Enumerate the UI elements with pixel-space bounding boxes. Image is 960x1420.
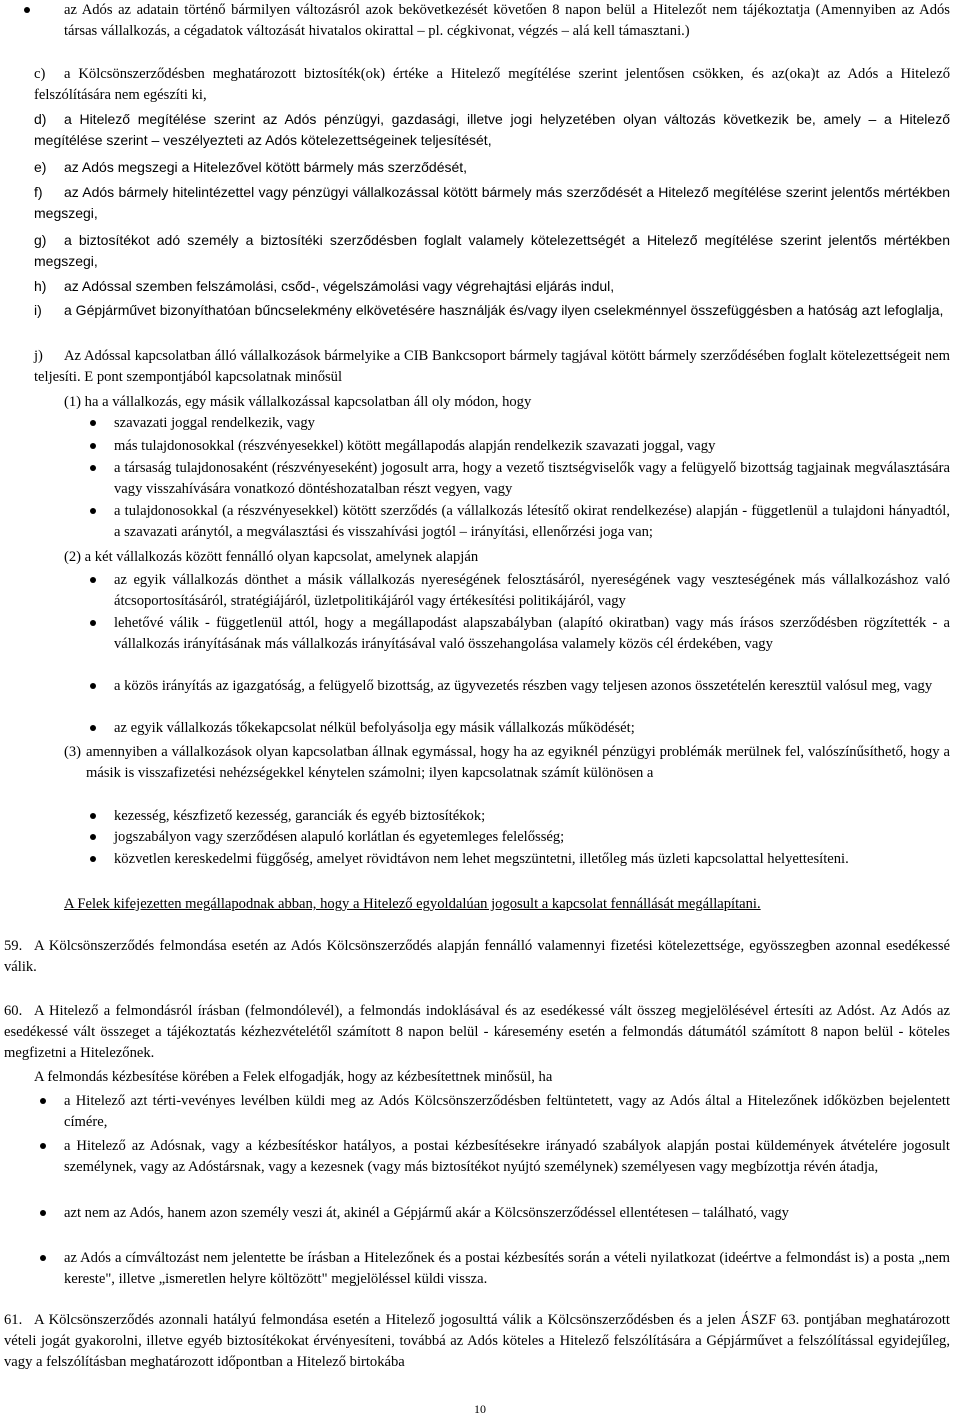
bullet-text: a Hitelező azt térti-vevényes levélben küldi meg az Adós Kölcsönszerződésben feltüntetett, vagy az Adós által a Hitelezőnek időközben bejelentett címére, [64, 1093, 950, 1130]
bullet-text: azt nem az Adós, hanem azon személy veszi át, akinél a Gépjármű akár a Kölcsönszerződéssel ellentétesen – található, vagy [64, 1205, 789, 1221]
item-text: az Adós bármely hitelintézettel vagy pénzügyi vállalkozással kötött bármely más szerződését a Hitelező megítélése szerint jelentős mértékben megszegi, [34, 184, 950, 221]
list-item-h [34, 276, 950, 297]
bullet-icon [40, 1098, 46, 1104]
sub-heading-2 [64, 547, 950, 568]
sub-heading-3 [64, 742, 950, 784]
item-text: Az Adóssal kapcsolatban álló vállalkozások bármelyike a CIB Bankcsoport bármely tagjával kötött bármely szerződésében foglalt kötelezettségeit nem teljesíti. E pont szempontjából kapcsolatnak minősül [34, 348, 950, 385]
item-label: i) [34, 302, 42, 318]
bullet-icon [90, 577, 96, 583]
section-60-intro [34, 1067, 950, 1088]
sub-heading-text: (1) ha a vállalkozás, egy másik vállalkozással kapcsolatban áll oly módon, hogy [64, 394, 532, 410]
section-number: 59. [4, 938, 23, 954]
bullet-text: az Adós a címváltozást nem jelentette be írásban a Hitelezőnek és a postai kézbesítés során a vételi nyilatkozat (ideértve a felmondást is) a posta „nem kereste", illetve „ismeretlen helyre költözött" megjelöléssel küldi vissza. [64, 1250, 950, 1287]
bullet-icon [40, 1143, 46, 1149]
list-item-d [34, 109, 950, 151]
bullet-text: a Hitelező az Adósnak, vagy a kézbesítéskor hatályos, a postai kézbesítésekre irányadó szabályok alapján postai küldemények átvételére jogosult személynek, vagy az Adóstársnak, vagy a kezesnek (vagy más biztosítékot nyújtó személynek) személyesen vagy megbízottja révén átadja, [64, 1138, 950, 1175]
bullet-text: a társaság tulajdonosaként (részvényeseként) jogosult arra, hogy a vezető tisztségviselők vagy a felügyelő bizottság tagjainak megválasztására vagy visszahívására vonatkozó döntéshozatalban részt vegyen, vagy [114, 460, 950, 497]
section-text: A Kölcsönszerződés felmondása esetén az Adós Kölcsönszerződés alapján fennálló valamennyi fizetési kötelezettsége, egyösszegben azonnal esedékessé válik. [4, 938, 950, 975]
item-label: d) [34, 111, 47, 127]
bullet-text: a közös irányítás az igazgatóság, a felügyelő bizottság, az ügyvezetés részben vagy teljesen azonos összetételén keresztül valósul meg, vagy [114, 678, 933, 694]
bullet-text: kezesség, készfizető kezesség, garanciák és egyéb biztosítékok; [114, 808, 486, 824]
list-item [64, 1136, 950, 1178]
list-item [64, 1248, 950, 1290]
list-item [114, 827, 950, 848]
bullet-icon [90, 834, 96, 840]
bullet-icon [90, 856, 96, 862]
bullet-text: más tulajdonosokkal (részvényesekkel) kötött megállapodás alapján rendelkezik szavazati joggal, vagy [114, 438, 716, 454]
list-item [114, 501, 950, 543]
bullet-icon [90, 683, 96, 689]
list-item [64, 1203, 950, 1224]
list-item-f [34, 182, 950, 224]
item-text: az Adós megszegi a Hitelezővel kötött bármely más szerződését, [64, 159, 468, 175]
bullet-icon [40, 1210, 46, 1216]
list-item [114, 849, 950, 870]
item-label: e) [34, 159, 47, 175]
item-label: g) [34, 232, 47, 248]
bullet-text: lehetővé válik - függetlenül attól, hogy a megállapodást alapszabályban (alapító okiratban) vagy más írásos szerződésben rögzítették - a vállalkozás irányításának más vállalkozás irányításával való összehangolása valamely közös cél érdekében, vagy [114, 615, 950, 652]
bullet-text: az Adós az adatain történő bármilyen változásról azok bekövetkezését követően 8 napon belül a Hitelezőt nem tájékoztatja (Amennyiben az Adós társas vállalkozás, a cégadatok változását hivatalos okirattal – pl. cégkivonat, végzés – alá kell támasztani.) [64, 2, 950, 39]
bullet-icon [90, 508, 96, 514]
section-number: 60. [4, 1003, 23, 1019]
bullet-icon [90, 620, 96, 626]
bullet-text: közvetlen kereskedelmi függőség, amelyet rövidtávon nem lehet megszüntetni, illetőleg más üzleti kapcsolattal helyettesíteni. [114, 851, 849, 867]
list-item [114, 613, 950, 655]
item-text: a Hitelező megítélése szerint az Adós pénzügyi, gazdasági, illetve jogi helyzetében olyan változás következik be, amely – a Hitelező megítélése szerint – veszélyezteti az Adós kötelezettségeinek teljesítését, [34, 111, 950, 148]
item-text: a Kölcsönszerződésben meghatározott biztosíték(ok) értéke a Hitelező megítélése szerint jelentősen csökken, és az(oka)t az Adós a Hitelező felszólítására nem egészíti ki, [34, 66, 950, 103]
list-item-e [34, 157, 950, 178]
section-number: 61. [4, 1312, 23, 1328]
section-60 [4, 1001, 950, 1064]
item-label: h) [34, 278, 47, 294]
list-item-j [34, 346, 950, 388]
sub-heading-label: (3) [64, 744, 82, 760]
bullet-text: a tulajdonosokkal (a részvényesekkel) kötött szerződés (a vállalkozás létesítő okirat rendelkezése) alapján - függetlenül a tulajdoni hányadtól, a szavazati aránytól, a megválasztási és visszahívási jogtól – irányítási, ellenőrzési joga van; [114, 503, 950, 540]
list-item [114, 806, 950, 827]
bullet-icon [90, 443, 96, 449]
list-item [114, 413, 950, 434]
item-label: j) [34, 348, 43, 364]
list-item [64, 0, 950, 42]
bullet-text: az egyik vállalkozás tőkekapcsolat nélkül befolyásolja egy másik vállalkozás működését; [114, 720, 635, 736]
section-text: A Kölcsönszerződés azonnali hatályú felmondása esetén a Hitelező jogosulttá válik a Kölcsönszerződésben és a jelen ÁSZF 63. pontjában meghatározott vételi jogát gyakorolni, illetve egyéb biztosítékokat érvényesíteni, továbbá az Adós köteles a Hitelező felszólítására a Gépjárművet a felszólítással egyidejűleg, vagy a felszólításban meghatározott időpontban a Hitelező birtokába [4, 1312, 950, 1370]
bullet-icon [90, 420, 96, 426]
bullet-text: szavazati joggal rendelkezik, vagy [114, 415, 315, 431]
bullet-text: az egyik vállalkozás dönthet a másik vállalkozás nyereségének felosztásáról, nyereségének vagy veszteségének más vállalkozáshoz való átcsoportosításáról, stratégiájáról, üzletpolitikájáról vagy értékesítési politikájáról, vagy [114, 572, 950, 609]
section-text: A Hitelező a felmondásról írásban (felmondólevél), a felmondás indoklásával és az esedékessé vált összeg megjelölésével értesíti az Adóst. Az Adós az esedékessé vált összeget a tájékoztatás kézhezvételétől számított 8 napon belül - káresemény esetén a felmondás dátumától számított 8 napon belül - köteles megfizetni a Hitelezőnek. [4, 1003, 950, 1061]
bullet-icon [40, 1255, 46, 1261]
bullet-icon [90, 813, 96, 819]
item-text: az Adóssal szemben felszámolási, csőd-, végelszámolási vagy végrehajtási eljárás indul, [64, 278, 615, 294]
list-item-c [34, 64, 950, 106]
section-59 [4, 936, 950, 978]
bullet-text: jogszabályon vagy szerződésen alapuló korlátlan és egyetemleges felelősség; [114, 829, 565, 845]
bullet-icon [90, 725, 96, 731]
list-item [114, 436, 950, 457]
item-text: a biztosítékot adó személy a biztosítéki szerződésben foglalt valamely kötelezettségét a Hitelező megítélése szerint jelentős mértékben megszegi, [34, 232, 950, 269]
list-item [114, 718, 950, 739]
item-text: a Gépjárművet bizonyíthatóan bűncselekmény elkövetésére használják és/vagy ilyen cselekménnyel összefüggésben a hatóság azt lefoglalja, [64, 302, 944, 318]
list-item [64, 1091, 950, 1133]
sub-heading-text: amennyiben a vállalkozások olyan kapcsolatban állnak egymással, hogy ha az egyiknél pénzügyi problémák merülnek fel, valószínűsíthető, hogy a másik is visszafizetési nehézségekkel kénytelen számolni; ilyen kapcsolatnak számít különösen a [86, 744, 950, 781]
sub-heading-1 [64, 392, 950, 413]
section-intro: A felmondás kézbesítése körében a Felek elfogadják, hogy az kézbesítettnek minősül, ha [34, 1069, 553, 1085]
list-item [114, 570, 950, 612]
bullet-icon [90, 465, 96, 471]
closing-text: A Felek kifejezetten megállapodnak abban, hogy a Hitelező egyoldalúan jogosult a kapcsolat fennállását megállapítani. [64, 896, 761, 912]
item-label: c) [34, 66, 46, 82]
list-item-g [34, 230, 950, 272]
page-number: 10 [474, 1402, 486, 1416]
sub-heading-text: (2) a két vállalkozás között fennálló olyan kapcsolat, amelynek alapján [64, 549, 479, 565]
list-item [114, 458, 950, 500]
item-label: f) [34, 184, 43, 200]
list-item [114, 676, 950, 697]
closing-statement [64, 894, 950, 915]
section-61 [4, 1310, 950, 1373]
bullet-icon [24, 7, 30, 13]
list-item-i [34, 300, 950, 321]
